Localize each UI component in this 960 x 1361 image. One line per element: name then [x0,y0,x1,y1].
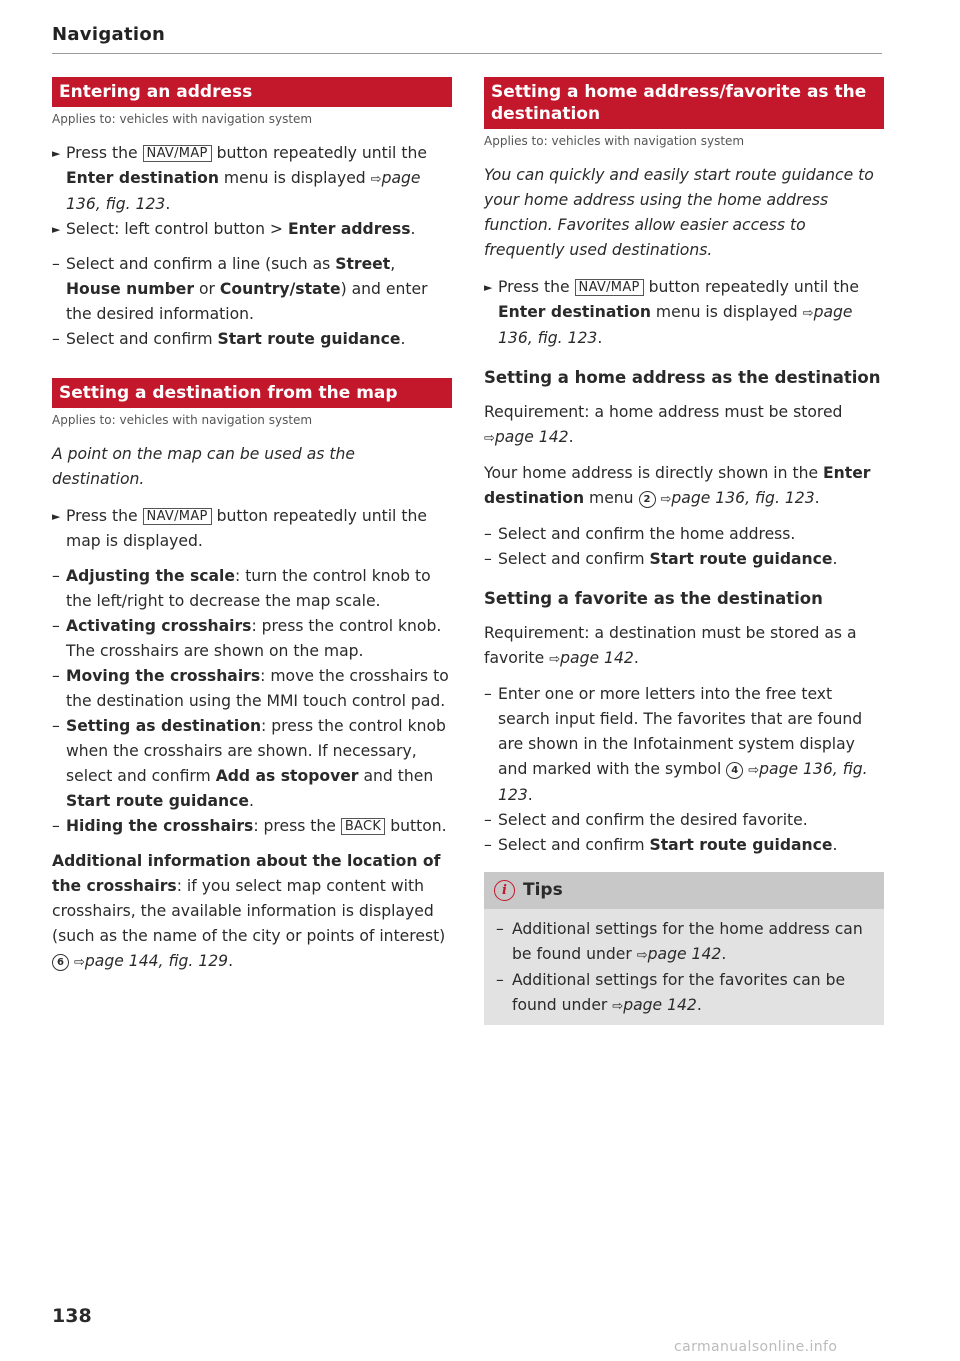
left-column [52,77,452,985]
tips-header: i Tips [484,872,884,909]
step-item: ► Press the NAV/MAP button repeatedly until the Enter destination menu is displayed ⇨page 136, fig. 123. [52,141,452,217]
applies-note: Applies to: vehicles with navigation system [52,112,313,126]
tips-box [484,872,884,1025]
reference-arrow-icon: ⇨ [612,999,624,1014]
reference-arrow-icon: ⇨ [73,955,85,970]
intro-text: A point on the map can be used as the destination. [52,445,355,488]
reference-arrow-icon: ⇨ [660,492,672,507]
step-item: ► Select: left control button > Enter address. [52,217,452,242]
right-column [484,77,884,1025]
dash-item: – Select and confirm the home address. [484,525,796,543]
step-arrow-icon: ► [484,281,493,294]
step-arrow-icon: ► [52,510,61,523]
watermark: carmanualsonline.info [674,1339,838,1355]
subheading-favorite: Setting a favorite as the destination [484,589,823,608]
section-heading-home-favorite: Setting a home address/favorite as the destination [484,77,884,129]
reference-arrow-icon: ⇨ [802,306,814,321]
reference-arrow-icon: ⇨ [748,763,760,778]
step-item: ► Press the NAV/MAP button repeatedly until the Enter destination menu is displayed ⇨page 136, fig. 123. [484,275,884,351]
additional-info-paragraph: Additional information about the location of the crosshairs: if you select map content with crosshairs, the available information is displayed (such as the name of the city or points of interest) 6 ⇨page 144, fig. 129. [52,852,446,970]
requirement-text: Requirement: a destination must be stored as a favorite ⇨page 142. [484,624,857,667]
info-icon: i [494,880,515,901]
page-reference: ⇨page 136, fig. 123 [660,489,815,507]
nav-map-key: NAV/MAP [143,508,212,525]
nav-map-key: NAV/MAP [143,145,212,162]
nav-map-key: NAV/MAP [575,279,644,296]
dash-item: – Select and confirm the desired favorite. [484,811,808,829]
callout-number: 2 [639,491,656,508]
step-arrow-icon: ► [52,223,61,236]
dash-item: – Select and confirm a line (such as Street, House number or Country/state) and enter the desired information. [52,255,428,323]
reference-arrow-icon: ⇨ [484,431,495,446]
page-reference: ⇨page 144, fig. 129 [73,952,229,970]
callout-number: 4 [726,762,743,779]
tip-item: – Additional settings for the home address can be found under ⇨page 142. [496,920,863,963]
subheading-home-address: Setting a home address as the destination [484,368,881,387]
applies-note: Applies to: vehicles with navigation system [484,134,745,148]
dash-item: – Select and confirm Start route guidance. [484,836,838,854]
callout-number: 6 [52,954,69,971]
page-number: 138 [52,1305,92,1327]
reference-arrow-icon: ⇨ [636,948,648,963]
page-reference: ⇨page 142 [484,428,569,446]
page-reference: ⇨page 142 [612,996,697,1014]
step-item: ► Press the NAV/MAP button repeatedly until the map is displayed. [52,504,452,554]
section-heading-destination-from-map: Setting a destination from the map [52,378,452,408]
dash-item: – Enter one or more letters into the free text search input field. The favorites that are found are shown in the Infotainment system display and marked with the symbol 4 ⇨page 136, fig. 123. [484,685,868,804]
back-key: BACK [341,818,385,835]
tip-item: – Additional settings for the favorites can be found under ⇨page 142. [496,971,846,1014]
reference-arrow-icon: ⇨ [370,172,382,187]
page-reference: ⇨page 142 [636,945,722,963]
requirement-text: Requirement: a home address must be stored ⇨page 142. [484,403,843,446]
dash-item: – Hiding the crosshairs: press the BACK button. [52,817,447,835]
dash-item: – Moving the crosshairs: move the crosshairs to the destination using the MMI touch control pad. [52,667,449,710]
intro-text: You can quickly and easily start route guidance to your home address using the home address function. Favorites allow easier access to frequently used destinations. [484,166,874,259]
page-reference: ⇨page 136, fig. 123 [498,303,853,347]
dash-item: – Select and confirm Start route guidance. [484,550,838,568]
dash-item: – Select and confirm Start route guidance. [52,330,406,348]
reference-arrow-icon: ⇨ [549,652,561,667]
running-header: Navigation [52,24,882,54]
home-address-paragraph: Your home address is directly shown in the Enter destination menu 2 ⇨page 136, fig. 123. [484,464,871,507]
dash-item: – Adjusting the scale: turn the control knob to the left/right to decrease the map scale. [52,567,431,610]
page-reference: ⇨page 136, fig. 123 [66,169,421,213]
section-heading-entering-address: Entering an address [52,77,452,107]
applies-note: Applies to: vehicles with navigation system [52,413,313,427]
step-arrow-icon: ► [52,147,61,160]
page-reference: ⇨page 142 [549,649,634,667]
dash-item: – Setting as destination: press the control knob when the crosshairs are shown. If necessary, select and confirm Add as stopover and then Start route guidance. [52,717,446,810]
dash-item: – Activating crosshairs: press the control knob. The crosshairs are shown on the map. [52,617,442,660]
page-reference: ⇨page 136, fig. 123 [498,760,868,804]
